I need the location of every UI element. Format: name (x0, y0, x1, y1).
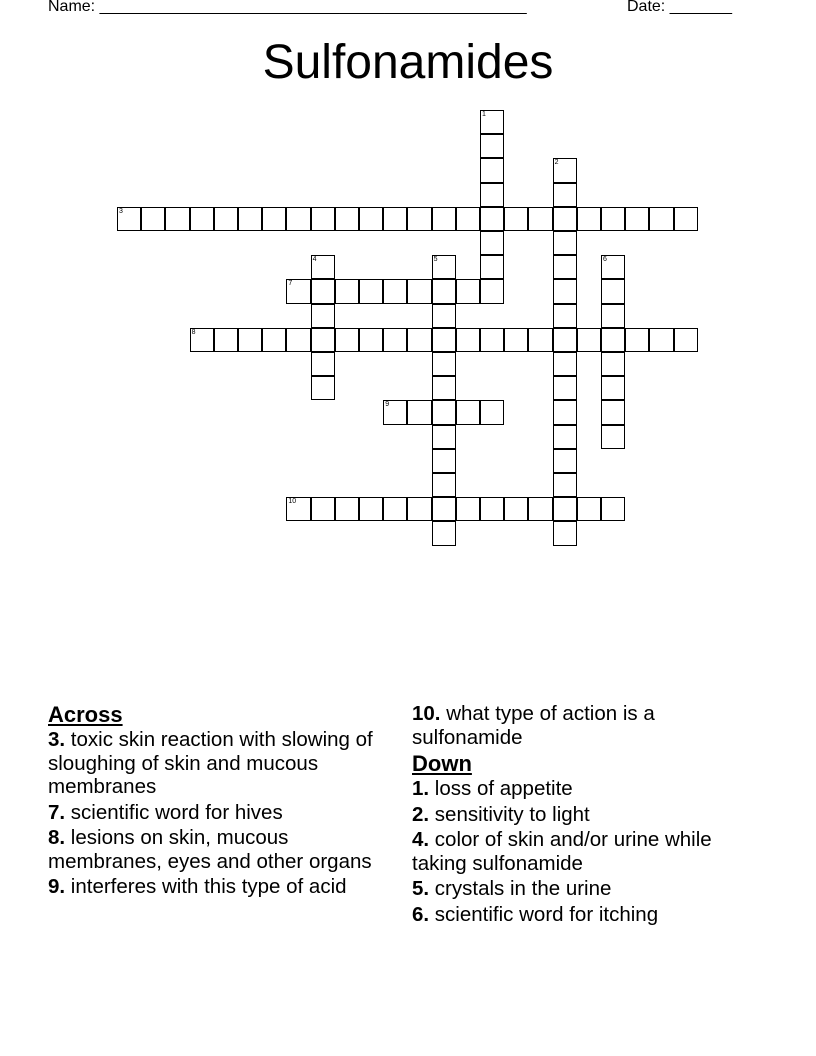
grid-cell[interactable] (383, 400, 407, 424)
grid-cell[interactable] (480, 231, 504, 255)
grid-cell[interactable] (262, 207, 286, 231)
clues-left-column (48, 702, 400, 901)
grid-cell[interactable] (480, 400, 504, 424)
grid-cell[interactable] (553, 328, 577, 352)
grid-cell[interactable] (553, 158, 577, 182)
cell-number: 1 (482, 111, 486, 118)
grid-cell[interactable] (553, 304, 577, 328)
across-clue (48, 801, 400, 825)
grid-cell[interactable] (577, 207, 601, 231)
grid-cell[interactable] (528, 207, 552, 231)
grid-cell[interactable] (480, 183, 504, 207)
grid-cell[interactable] (359, 279, 383, 303)
grid-cell[interactable] (601, 328, 625, 352)
clues-right-column (412, 702, 732, 928)
grid-cell[interactable] (601, 279, 625, 303)
grid-cell[interactable] (383, 207, 407, 231)
grid-cell[interactable] (432, 400, 456, 424)
grid-cell[interactable] (528, 497, 552, 521)
grid-cell[interactable] (480, 207, 504, 231)
clue-number: 6. (412, 902, 430, 926)
across-clue (412, 702, 732, 749)
grid-cell[interactable] (190, 207, 214, 231)
grid-cell[interactable] (335, 279, 359, 303)
grid-cell[interactable] (553, 231, 577, 255)
down-clue (412, 777, 732, 801)
grid-cell[interactable] (407, 497, 431, 521)
grid-cell[interactable] (407, 328, 431, 352)
grid-cell[interactable] (480, 255, 504, 279)
grid-cell[interactable] (407, 400, 431, 424)
grid-cell[interactable] (432, 255, 456, 279)
clue-number: 7. (48, 800, 66, 824)
grid-cell[interactable] (601, 304, 625, 328)
grid-cell[interactable] (311, 255, 335, 279)
grid-cell[interactable] (456, 328, 480, 352)
clue-number: 2. (412, 802, 430, 826)
grid-cell[interactable] (286, 328, 310, 352)
clue-text: scientific word for hives (65, 800, 283, 824)
grid-cell[interactable] (480, 279, 504, 303)
grid-cell[interactable] (432, 352, 456, 376)
grid-cell[interactable] (504, 328, 528, 352)
grid-cell[interactable] (601, 497, 625, 521)
grid-cell[interactable] (480, 158, 504, 182)
across-clue (48, 826, 400, 873)
grid-cell[interactable] (432, 449, 456, 473)
grid-cell[interactable] (432, 521, 456, 545)
cell-number: 8 (191, 328, 196, 336)
grid-cell[interactable] (480, 110, 504, 134)
cell-number: 9 (385, 401, 390, 409)
across-heading: Across (48, 702, 123, 727)
grid-cell[interactable] (141, 207, 165, 231)
grid-cell[interactable] (117, 207, 141, 231)
clue-number: 8. (48, 826, 66, 849)
grid-cell[interactable] (480, 497, 504, 521)
grid-cell[interactable] (407, 207, 431, 231)
clue-text: sensitivity to light (429, 802, 590, 826)
grid-cell[interactable] (528, 328, 552, 352)
grid-cell[interactable] (432, 304, 456, 328)
grid-cell[interactable] (311, 304, 335, 328)
grid-cell[interactable] (577, 497, 601, 521)
grid-cell[interactable] (553, 207, 577, 231)
grid-cell[interactable] (625, 328, 649, 352)
cell-number: 3 (119, 207, 123, 215)
grid-cell[interactable] (553, 449, 577, 473)
cell-number: 7 (288, 280, 293, 288)
grid-cell[interactable] (553, 352, 577, 376)
clue-number: 3. (48, 728, 66, 751)
clue-text: loss of appetite (429, 777, 573, 800)
grid-cell[interactable] (553, 376, 577, 400)
grid-cell[interactable] (311, 279, 335, 303)
grid-cell[interactable] (286, 279, 310, 303)
grid-cell[interactable] (165, 207, 189, 231)
grid-cell[interactable] (214, 328, 238, 352)
grid-cell[interactable] (214, 207, 238, 231)
grid-cell[interactable] (577, 328, 601, 352)
grid-cell[interactable] (601, 255, 625, 279)
clue-number: 5. (412, 877, 430, 900)
clue-text: scientific word for itching (429, 902, 659, 926)
grid-cell[interactable] (674, 328, 698, 352)
grid-cell[interactable] (553, 497, 577, 521)
clue-number: 1. (412, 777, 430, 800)
clue-number: 4. (412, 828, 430, 851)
down-clue (412, 877, 732, 901)
grid-cell[interactable] (504, 207, 528, 231)
grid-cell[interactable] (432, 328, 456, 352)
grid-cell[interactable] (383, 328, 407, 352)
grid-cell[interactable] (649, 207, 673, 231)
grid-cell[interactable] (601, 425, 625, 449)
grid-cell[interactable] (553, 473, 577, 497)
grid-cell[interactable] (553, 255, 577, 279)
down-clue (412, 803, 732, 827)
grid-cell[interactable] (456, 400, 480, 424)
cell-number: 6 (603, 256, 607, 264)
grid-cell[interactable] (238, 207, 262, 231)
down-clue (412, 903, 732, 927)
clue-text: color of skin and/or urine while taking sulfonamide (412, 828, 712, 875)
grid-cell[interactable] (335, 207, 359, 231)
grid-cell[interactable] (601, 352, 625, 376)
grid-cell[interactable] (480, 328, 504, 352)
grid-cell[interactable] (553, 400, 577, 424)
grid-cell[interactable] (311, 328, 335, 352)
grid-cell[interactable] (286, 207, 310, 231)
cell-number: 2 (554, 159, 559, 167)
grid-cell[interactable] (601, 376, 625, 400)
grid-cell[interactable] (480, 134, 504, 158)
across-clue (48, 875, 400, 899)
grid-cell[interactable] (286, 497, 310, 521)
grid-cell[interactable] (238, 328, 262, 352)
grid-cell[interactable] (407, 279, 431, 303)
grid-cell[interactable] (335, 328, 359, 352)
grid-cell[interactable] (383, 497, 407, 521)
name-field[interactable]: Name: ________________________________________________ (48, 0, 527, 15)
down-clue (412, 828, 732, 875)
grid-cell[interactable] (649, 328, 673, 352)
clue-text: crystals in the urine (429, 877, 612, 900)
grid-cell[interactable] (456, 279, 480, 303)
down-heading: Down (412, 751, 472, 776)
puzzle-title: Sulfonamides (262, 36, 554, 89)
grid-cell[interactable] (383, 279, 407, 303)
grid-cell[interactable] (311, 352, 335, 376)
grid-cell[interactable] (432, 425, 456, 449)
grid-cell[interactable] (674, 207, 698, 231)
date-field[interactable]: Date: _______ (627, 0, 732, 15)
grid-cell[interactable] (311, 207, 335, 231)
clue-text: toxic skin reaction with slowing of sloughing of skin and mucous membranes (48, 728, 373, 798)
grid-cell[interactable] (553, 521, 577, 545)
grid-cell[interactable] (553, 425, 577, 449)
grid-cell[interactable] (190, 328, 214, 352)
clue-text: lesions on skin, mucous membranes, eyes and other organs (48, 826, 372, 873)
grid-cell[interactable] (359, 497, 383, 521)
grid-cell[interactable] (553, 279, 577, 303)
clue-number: 9. (48, 875, 66, 898)
grid-cell[interactable] (456, 497, 480, 521)
grid-cell[interactable] (553, 183, 577, 207)
grid-cell[interactable] (359, 328, 383, 352)
grid-cell[interactable] (262, 328, 286, 352)
grid-cell[interactable] (432, 473, 456, 497)
grid-cell[interactable] (432, 207, 456, 231)
grid-cell[interactable] (601, 207, 625, 231)
grid-cell[interactable] (432, 497, 456, 521)
clue-text: interferes with this type of acid (65, 875, 347, 898)
grid-cell[interactable] (432, 279, 456, 303)
grid-cell[interactable] (335, 497, 359, 521)
cell-number: 5 (433, 256, 438, 264)
cell-number: 10 (288, 498, 297, 506)
grid-cell[interactable] (625, 207, 649, 231)
clue-number: 10. (412, 702, 441, 725)
grid-cell[interactable] (311, 376, 335, 400)
across-clue (48, 728, 400, 799)
grid-cell[interactable] (432, 376, 456, 400)
grid-cell[interactable] (456, 207, 480, 231)
grid-cell[interactable] (359, 207, 383, 231)
clue-text: what type of action is a sulfonamide (412, 702, 655, 749)
grid-cell[interactable] (601, 400, 625, 424)
grid-cell[interactable] (504, 497, 528, 521)
cell-number: 4 (312, 256, 317, 264)
grid-cell[interactable] (311, 497, 335, 521)
